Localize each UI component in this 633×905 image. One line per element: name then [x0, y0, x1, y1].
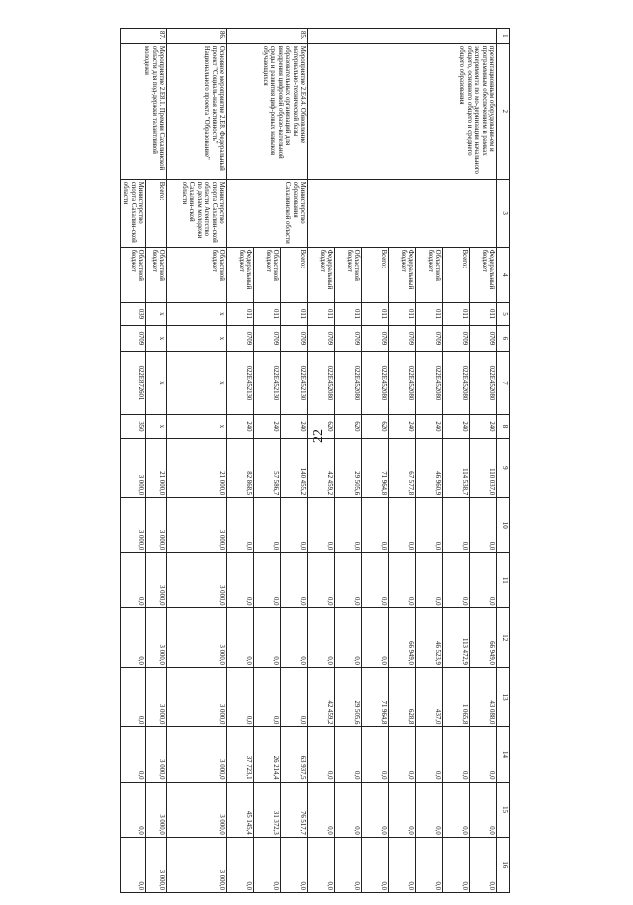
value-cell: 0,0 — [362, 498, 389, 553]
value-cell: 0709 — [416, 326, 443, 351]
value-cell: 0709 — [389, 326, 416, 351]
source-cell: Федеральный бюджет — [227, 247, 254, 302]
executor-cell: Министерство спорта Сахалин-ской области — [120, 179, 145, 247]
value-cell: 3 000,0 — [167, 837, 227, 892]
source-cell: Областной бюджет — [146, 247, 167, 302]
table-row — [146, 29, 167, 893]
value-cell: 113 472,9 — [443, 608, 470, 667]
value-cell: 022E452080 — [470, 351, 497, 415]
value-cell: 3 000,0 — [167, 727, 227, 782]
value-cell: 0,0 — [362, 608, 389, 667]
value-cell: 022E452080 — [416, 351, 443, 415]
value-cell: 0,0 — [389, 727, 416, 782]
source-cell: Федеральный бюджет — [389, 247, 416, 302]
value-cell: 022E452130 — [227, 351, 254, 415]
value-cell: 31 372,3 — [254, 782, 281, 837]
column-header: 11 — [497, 553, 510, 608]
value-cell: x — [146, 326, 167, 351]
column-header: 6 — [497, 326, 510, 351]
value-cell: 0,0 — [254, 608, 281, 667]
column-header: 5 — [497, 302, 510, 325]
row-number-cell: 86. — [167, 29, 227, 44]
value-cell: 0,0 — [227, 837, 254, 892]
row-number-cell — [308, 29, 497, 44]
value-cell: 0,0 — [254, 498, 281, 553]
value-cell: 43 088,0 — [470, 667, 497, 726]
value-cell: 0,0 — [120, 608, 145, 667]
executor-cell: Министерство образования Сахалинской области — [227, 179, 308, 247]
value-cell: 42 459,2 — [308, 667, 335, 726]
value-cell: 3 000,0 — [120, 498, 145, 553]
value-cell: 0,0 — [443, 782, 470, 837]
value-cell: 29 505,6 — [335, 667, 362, 726]
value-cell: 3 000,0 — [146, 727, 167, 782]
value-cell: 0,0 — [362, 782, 389, 837]
value-cell: 76 517,7 — [281, 782, 308, 837]
value-cell: 0709 — [470, 326, 497, 351]
value-cell: 3 000,0 — [167, 498, 227, 553]
table-row — [470, 29, 497, 893]
value-cell: 0,0 — [120, 782, 145, 837]
value-cell: 0,0 — [281, 498, 308, 553]
value-cell: 0709 — [335, 326, 362, 351]
value-cell: 350 — [120, 415, 145, 438]
value-cell: 240 — [470, 415, 497, 438]
value-cell: 0,0 — [335, 727, 362, 782]
value-cell: 011 — [362, 302, 389, 325]
value-cell: 0,0 — [308, 782, 335, 837]
value-cell: 0,0 — [470, 498, 497, 553]
value-cell: 0,0 — [227, 498, 254, 553]
value-cell: 3 000,0 — [146, 498, 167, 553]
column-header: 10 — [497, 498, 510, 553]
value-cell: 57 586,7 — [254, 438, 281, 497]
value-cell: 3 000,0 — [146, 553, 167, 608]
value-cell: 240 — [227, 415, 254, 438]
value-cell: 011 — [227, 302, 254, 325]
value-cell: 0,0 — [443, 837, 470, 892]
value-cell: 0,0 — [335, 498, 362, 553]
value-cell: 21 000,0 — [167, 438, 227, 497]
value-cell: 011 — [308, 302, 335, 325]
value-cell: 0709 — [254, 326, 281, 351]
column-header: 15 — [497, 782, 510, 837]
source-cell: Всего: — [443, 247, 470, 302]
value-cell: 0,0 — [308, 727, 335, 782]
value-cell: 022E452080 — [443, 351, 470, 415]
value-cell: 0,0 — [308, 608, 335, 667]
row-number-cell: 87. — [120, 29, 166, 44]
value-cell: 240 — [281, 415, 308, 438]
value-cell: 66 949,0 — [470, 608, 497, 667]
value-cell: 0,0 — [443, 553, 470, 608]
value-cell: 0,0 — [254, 837, 281, 892]
value-cell: 011 — [470, 302, 497, 325]
value-cell: 0709 — [362, 326, 389, 351]
value-cell: 0,0 — [254, 667, 281, 726]
executor-cell: Всего: — [146, 179, 167, 247]
value-cell: 37 723,1 — [227, 727, 254, 782]
value-cell: 0,0 — [335, 553, 362, 608]
budget-table — [120, 28, 510, 893]
value-cell: 46 960,9 — [416, 438, 443, 497]
value-cell: 45 145,4 — [227, 782, 254, 837]
value-cell: 0709 — [308, 326, 335, 351]
value-cell: 71 964,8 — [362, 667, 389, 726]
column-header: 13 — [497, 667, 510, 726]
value-cell: 0,0 — [335, 837, 362, 892]
value-cell: 21 000,0 — [146, 438, 167, 497]
value-cell: 0,0 — [120, 553, 145, 608]
executor-cell: Министерство спорта Сахалин-ской области Агентство по делам молодежи Сахалин-ской области — [167, 179, 227, 247]
value-cell: 628,8 — [389, 667, 416, 726]
value-cell: 0,0 — [443, 498, 470, 553]
column-header: 3 — [497, 179, 510, 247]
source-cell: Областной бюджет — [120, 247, 145, 302]
value-cell: 0,0 — [281, 667, 308, 726]
value-cell: 66 949,0 — [389, 608, 416, 667]
value-cell: 3 000,0 — [167, 608, 227, 667]
value-cell: x — [146, 302, 167, 325]
column-header: 2 — [497, 43, 510, 179]
source-cell: Федеральный бюджет — [308, 247, 335, 302]
column-header: 9 — [497, 438, 510, 497]
value-cell: 3 000,0 — [146, 667, 167, 726]
column-header: 7 — [497, 351, 510, 415]
value-cell: 620 — [362, 415, 389, 438]
table-row — [167, 29, 227, 893]
value-cell: 240 — [254, 415, 281, 438]
page-number: 22 — [311, 429, 326, 443]
value-cell: 240 — [416, 415, 443, 438]
value-cell: 0,0 — [362, 553, 389, 608]
value-cell: 46 523,9 — [416, 608, 443, 667]
value-cell: 0,0 — [416, 553, 443, 608]
value-cell: 0,0 — [120, 667, 145, 726]
rotated-table-container — [95, 28, 510, 893]
measure-description: Мероприятие 2.E4.4. Обновление материально-технической базы образовательных организаций для внедрения цифровой образо-вательной среды и развития циф-ровых навыков обучающихся — [227, 43, 308, 179]
value-cell: 0,0 — [120, 837, 145, 892]
value-cell: 022E452080 — [335, 351, 362, 415]
value-cell: 3 000,0 — [120, 438, 145, 497]
value-cell: 022E452130 — [281, 351, 308, 415]
value-cell: 0,0 — [227, 608, 254, 667]
value-cell: 0,0 — [416, 498, 443, 553]
value-cell: 82 868,5 — [227, 438, 254, 497]
value-cell: 011 — [389, 302, 416, 325]
value-cell: 011 — [254, 302, 281, 325]
value-cell: 022E452080 — [308, 351, 335, 415]
value-cell: x — [167, 415, 227, 438]
value-cell: 0,0 — [470, 782, 497, 837]
value-cell: 3 000,0 — [146, 837, 167, 892]
value-cell: 0,0 — [362, 837, 389, 892]
value-cell: 0,0 — [416, 727, 443, 782]
value-cell: 0,0 — [308, 498, 335, 553]
value-cell: x — [146, 351, 167, 415]
table-row — [281, 29, 308, 893]
value-cell: 022E452080 — [389, 351, 416, 415]
value-cell: 0,0 — [389, 782, 416, 837]
value-cell: 0,0 — [281, 837, 308, 892]
value-cell: 0,0 — [335, 608, 362, 667]
value-cell: 0,0 — [443, 727, 470, 782]
value-cell: 0,0 — [470, 553, 497, 608]
value-cell: 0,0 — [470, 727, 497, 782]
value-cell: x — [167, 302, 227, 325]
value-cell: 011 — [281, 302, 308, 325]
column-header: 16 — [497, 837, 510, 892]
value-cell: 0,0 — [254, 553, 281, 608]
source-cell: Всего: — [281, 247, 308, 302]
value-cell: 0709 — [120, 326, 145, 351]
value-cell: 437,0 — [416, 667, 443, 726]
value-cell: 63 937,5 — [281, 727, 308, 782]
value-cell: 3 000,0 — [167, 782, 227, 837]
value-cell: x — [167, 351, 227, 415]
value-cell: 240 — [443, 415, 470, 438]
value-cell: 0,0 — [470, 837, 497, 892]
value-cell: 3 000,0 — [146, 608, 167, 667]
source-cell: Областной бюджет — [167, 247, 227, 302]
value-cell: 0,0 — [416, 782, 443, 837]
value-cell: 0709 — [281, 326, 308, 351]
value-cell: 0709 — [227, 326, 254, 351]
value-cell: 022E452130 — [254, 351, 281, 415]
value-cell: 26 214,4 — [254, 727, 281, 782]
value-cell: 114 538,7 — [443, 438, 470, 497]
value-cell: 67 577,8 — [389, 438, 416, 497]
value-cell: 039 — [120, 302, 145, 325]
executor-cell — [308, 179, 497, 247]
value-cell: 71 964,8 — [362, 438, 389, 497]
value-cell: 3 000,0 — [146, 782, 167, 837]
value-cell: 0,0 — [281, 608, 308, 667]
column-header: 1 — [497, 29, 510, 44]
value-cell: 140 455,2 — [281, 438, 308, 497]
column-header: 4 — [497, 247, 510, 302]
value-cell: x — [146, 415, 167, 438]
value-cell: x — [167, 326, 227, 351]
value-cell: 0,0 — [335, 782, 362, 837]
value-cell: 022E872601 — [120, 351, 145, 415]
value-cell: 0,0 — [416, 837, 443, 892]
measure-description: Основное мероприятие 2.E8. Федеральный проект "Социаль-ная активность" Национального проекта "Образование" — [167, 43, 227, 179]
value-cell: 3 000,0 — [167, 553, 227, 608]
value-cell: 240 — [389, 415, 416, 438]
value-cell: 0,0 — [227, 553, 254, 608]
value-cell: 0,0 — [362, 727, 389, 782]
value-cell: 620 — [335, 415, 362, 438]
table-body — [120, 29, 509, 893]
value-cell: 0,0 — [308, 837, 335, 892]
value-cell: 29 505,6 — [335, 438, 362, 497]
column-header: 12 — [497, 608, 510, 667]
measure-description: презентационным оборудовани-ем и программным обеспечением в рамках эксперимента по мо-дернизации начального общего, основного общего и среднего общего образования — [308, 43, 497, 179]
value-cell: 022E452080 — [362, 351, 389, 415]
header-row — [497, 29, 510, 893]
measure-description: Мероприятие 2.E8.1. Премии Сахалинской области для под-держки талантливой молодежи — [120, 43, 166, 179]
value-cell: 011 — [335, 302, 362, 325]
value-cell: 3 000,0 — [167, 667, 227, 726]
value-cell: 110 037,0 — [470, 438, 497, 497]
value-cell: 0,0 — [227, 667, 254, 726]
row-number-cell: 85. — [227, 29, 308, 44]
source-cell: Федеральный бюджет — [470, 247, 497, 302]
value-cell: 0,0 — [389, 837, 416, 892]
value-cell: 0,0 — [308, 553, 335, 608]
value-cell: 620 — [308, 415, 335, 438]
value-cell: 0,0 — [389, 498, 416, 553]
value-cell: 011 — [443, 302, 470, 325]
value-cell: 011 — [416, 302, 443, 325]
value-cell: 0,0 — [281, 553, 308, 608]
value-cell: 0709 — [443, 326, 470, 351]
value-cell: 0,0 — [389, 553, 416, 608]
source-cell: Областной бюджет — [254, 247, 281, 302]
value-cell: 0,0 — [120, 727, 145, 782]
value-cell: 42 459,2 — [308, 438, 335, 497]
column-header: 8 — [497, 415, 510, 438]
source-cell: Областной бюджет — [335, 247, 362, 302]
value-cell: 1 065,8 — [443, 667, 470, 726]
source-cell: Областной бюджет — [416, 247, 443, 302]
source-cell: Всего: — [362, 247, 389, 302]
column-header: 14 — [497, 727, 510, 782]
